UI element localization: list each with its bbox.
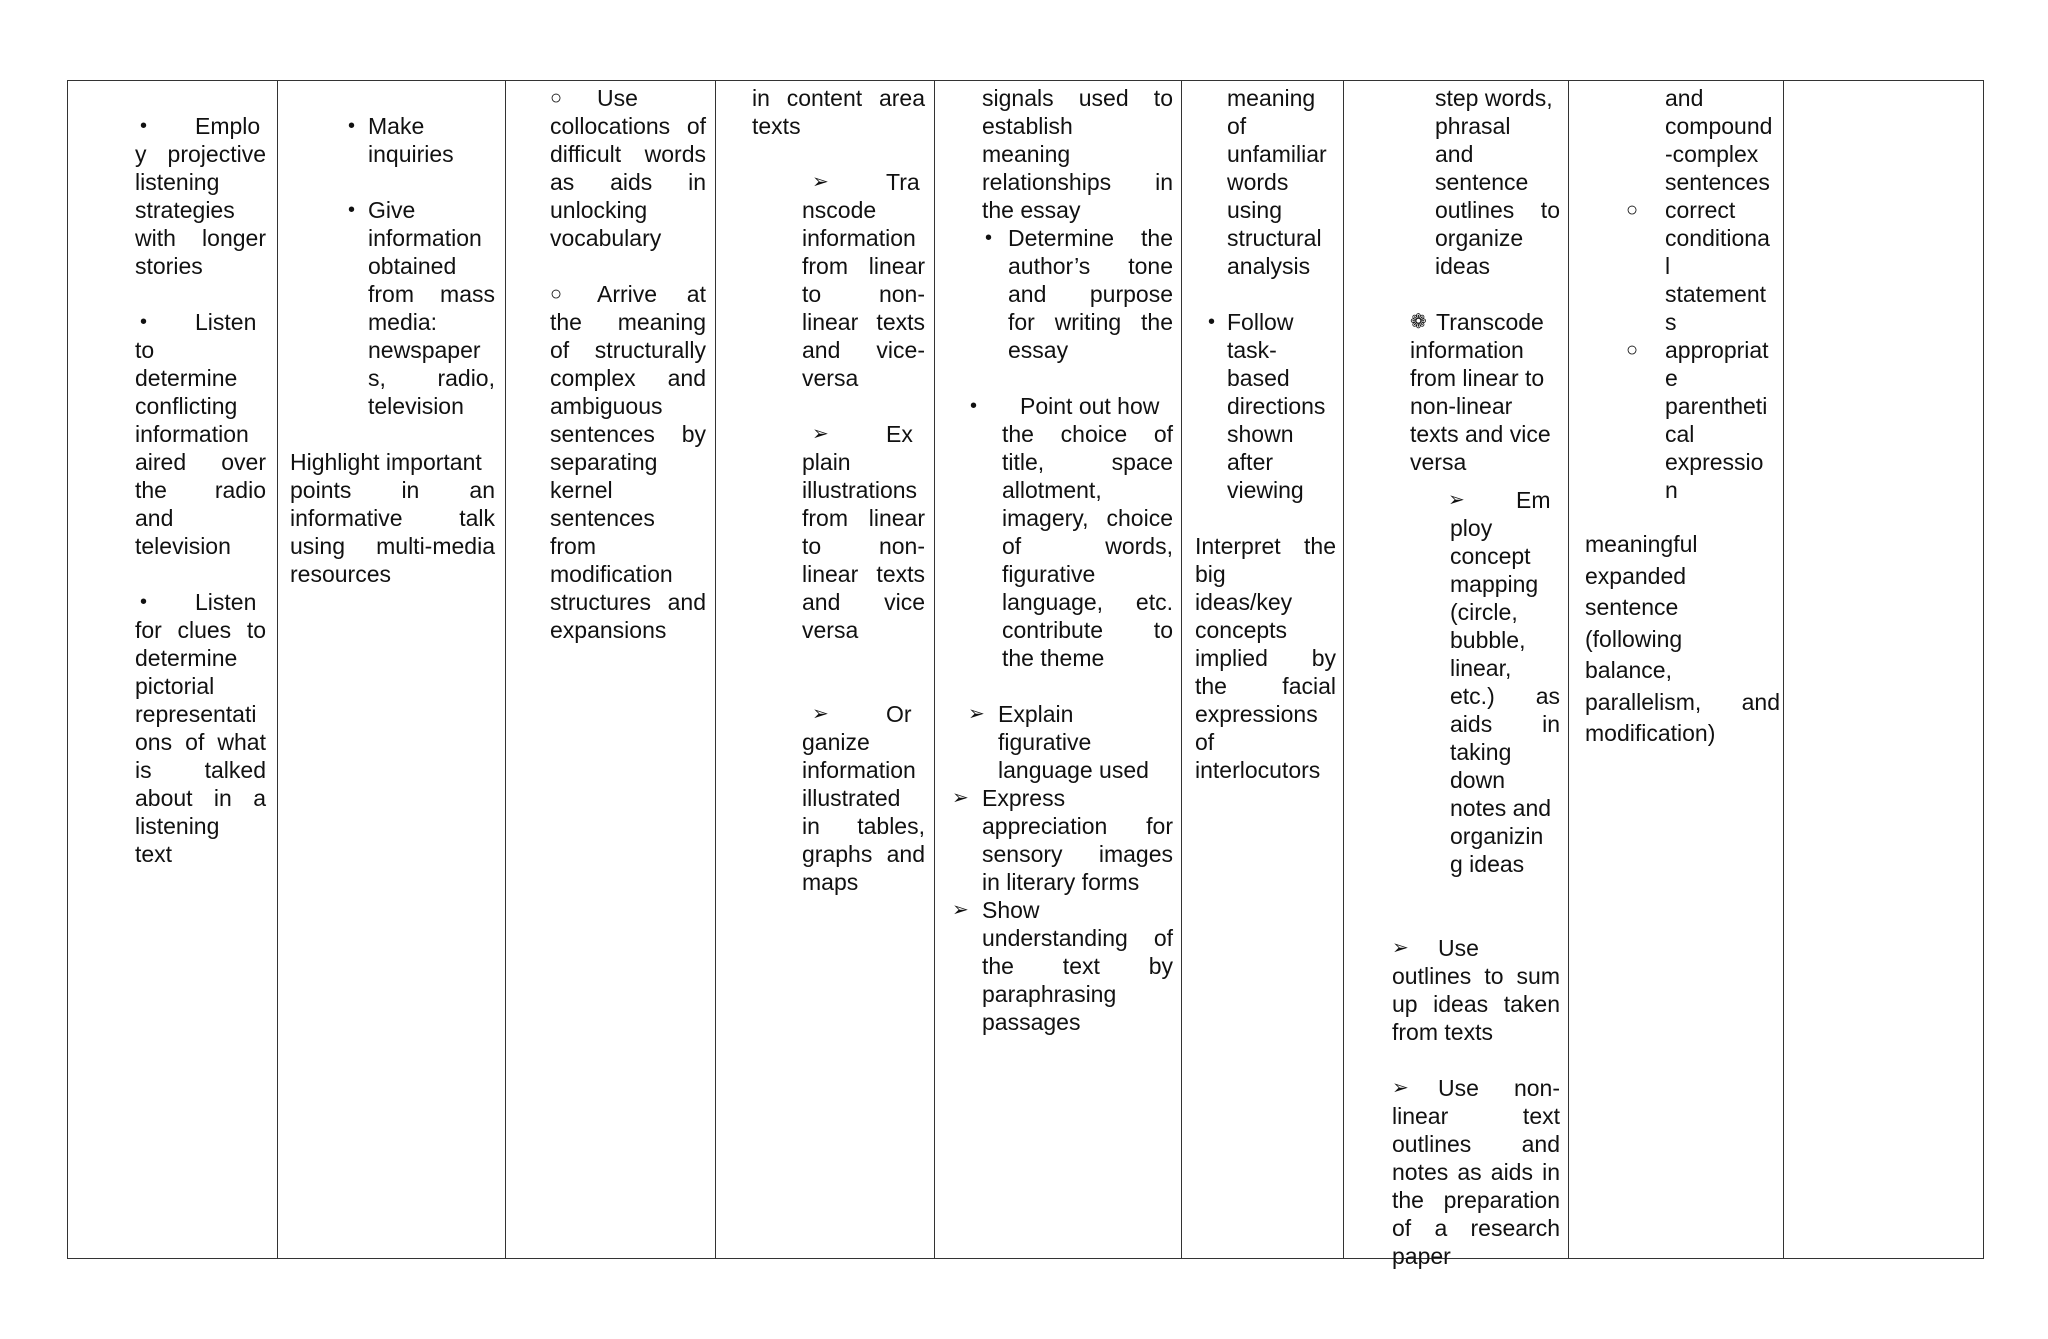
text-line: balance,	[1585, 657, 1672, 683]
text-line: ambiguous	[550, 393, 663, 419]
column-divider	[1568, 81, 1569, 1258]
arrow-bullet-icon: ➢	[952, 899, 969, 921]
text-line: Explain	[998, 701, 1074, 727]
text-line: concept	[1450, 543, 1531, 569]
text-line: Listen	[195, 309, 257, 335]
text-line: and vice	[802, 589, 925, 615]
text-line: of	[1227, 113, 1247, 139]
text-line: (following	[1585, 625, 1683, 652]
text-line: strategies	[135, 197, 235, 223]
arrow-bullet-icon: ➢	[1392, 1077, 1409, 1099]
text-line: step words,	[1435, 85, 1553, 111]
text-line: sentences	[550, 505, 655, 531]
text-line: bubble,	[1450, 627, 1526, 653]
text-line: parentheti	[1665, 393, 1768, 419]
text-line: information	[802, 225, 916, 251]
text-line: is talked	[135, 757, 266, 783]
text-line: etc.) as	[1450, 683, 1560, 709]
text-line: directions	[1227, 393, 1326, 419]
text-line: structural	[1227, 225, 1322, 251]
text-line: Use non-	[1438, 1075, 1560, 1101]
text-line: listening	[135, 169, 220, 195]
column-divider	[1181, 81, 1182, 1258]
text-line: the choice of	[1002, 421, 1173, 447]
text-line: about in a	[135, 785, 266, 811]
arrow-bullet-icon: ➢	[812, 423, 829, 445]
text-line: Transcode	[1436, 309, 1544, 335]
text-line: the text by	[982, 953, 1173, 979]
text-line: Highlight important	[290, 449, 482, 475]
text-line: television	[368, 393, 464, 419]
text-line: expressio	[1665, 449, 1764, 475]
text-line: versa	[802, 617, 859, 643]
text-line: appreciation for	[982, 813, 1173, 839]
arrow-bullet-icon: ➢	[812, 171, 829, 193]
text-line: words	[1227, 169, 1289, 195]
text-line: versa	[1410, 449, 1467, 475]
text-line: vocabulary	[550, 225, 662, 251]
text-line: sentence	[1435, 169, 1529, 195]
text-line: meaning	[1227, 85, 1316, 111]
text-line: information	[135, 421, 249, 447]
text-line: conflicting	[135, 393, 238, 419]
text-line: cal	[1665, 421, 1695, 447]
text-line: conditiona	[1665, 225, 1770, 251]
text-line: s	[1665, 309, 1677, 335]
text-line: signals used to	[982, 85, 1173, 111]
text-line: organizin	[1450, 823, 1544, 849]
text-line: modification)	[1585, 720, 1716, 746]
text-line: concepts	[1195, 617, 1288, 643]
text-line: sentences	[1665, 169, 1770, 195]
text-line: y projective	[135, 141, 266, 167]
text-line: outlines and	[1392, 1131, 1560, 1157]
text-line: up ideas taken	[1392, 991, 1560, 1017]
text-line: stories	[135, 253, 203, 279]
text-line: Show	[982, 897, 1040, 923]
text-line: Use	[597, 85, 638, 111]
text-line: the essay	[982, 197, 1081, 223]
text-line: pictorial	[135, 673, 215, 699]
text-line: imagery, choice	[1002, 505, 1173, 531]
text-line: and	[135, 505, 174, 531]
text-line: Follow	[1227, 309, 1294, 335]
arrow-bullet-icon: ➢	[1392, 937, 1409, 959]
bullet-icon: •	[985, 227, 993, 249]
text-line: passages	[982, 1009, 1081, 1035]
column-divider	[505, 81, 506, 1258]
arrow-bullet-icon: ➢	[968, 703, 985, 725]
text-line: obtained	[368, 253, 457, 279]
circle-bullet-icon: ○	[1626, 199, 1639, 221]
text-line: listening	[135, 813, 220, 839]
text-line: points in an	[290, 477, 495, 503]
text-line: aired over	[135, 449, 266, 475]
text-line: Give	[368, 197, 416, 223]
text-line: newspaper	[368, 337, 481, 363]
text-line: and vice-	[802, 337, 925, 363]
text-line: from texts	[1392, 1019, 1493, 1045]
text-line: sensory images	[982, 841, 1173, 867]
text-line: using	[1227, 197, 1282, 223]
text-line: graphs and	[802, 841, 925, 867]
text-line: meaning	[982, 141, 1071, 167]
column-divider	[1343, 81, 1344, 1258]
text-line: organize	[1435, 225, 1524, 251]
text-line: correct	[1665, 197, 1736, 223]
text-line: modification	[550, 561, 673, 587]
text-line: (circle,	[1450, 599, 1518, 625]
text-line: and	[1435, 141, 1474, 167]
text-line: inquiries	[368, 141, 454, 167]
text-line: linear text	[1392, 1103, 1560, 1129]
bullet-icon: •	[140, 591, 148, 613]
text-line: kernel	[550, 477, 613, 503]
column-divider	[277, 81, 278, 1258]
text-line: informative talk	[290, 505, 495, 531]
arrow-bullet-icon: ➢	[812, 703, 829, 725]
text-line: in content area	[752, 85, 925, 111]
text-line: and purpose	[1008, 281, 1173, 307]
text-line: based	[1227, 365, 1290, 391]
bullet-icon: •	[348, 199, 356, 221]
arrow-bullet-icon: ➢	[1448, 489, 1465, 511]
text-line: task-	[1227, 337, 1277, 363]
text-line: ganize	[802, 729, 870, 755]
text-line: unfamiliar	[1227, 141, 1327, 167]
text-line: l	[1665, 253, 1671, 279]
text-line: expressions	[1195, 701, 1318, 727]
text-line: for clues to	[135, 617, 266, 643]
text-line: the theme	[1002, 645, 1105, 671]
text-line: statement	[1665, 281, 1766, 307]
text-line: relationships in	[982, 169, 1173, 195]
text-line: language used	[998, 757, 1149, 783]
column-divider	[1783, 81, 1784, 1258]
text-line: from	[550, 533, 596, 559]
text-line: meaningful	[1585, 531, 1698, 557]
bullet-icon: •	[140, 115, 148, 137]
text-line: versa	[802, 365, 859, 391]
text-line: expanded	[1585, 562, 1687, 589]
text-line: collocations of	[550, 113, 706, 139]
text-line: illustrations	[802, 477, 918, 503]
text-line: ploy	[1450, 515, 1493, 541]
text-line: sentence	[1585, 594, 1679, 620]
text-line: mapping	[1450, 571, 1539, 597]
text-line: -complex	[1665, 141, 1759, 167]
text-line: the radio	[135, 477, 266, 503]
text-line: outlines to sum	[1392, 963, 1560, 989]
text-line: structures and	[550, 589, 706, 615]
text-line: s, radio,	[368, 365, 495, 391]
text-line: text	[135, 841, 173, 867]
text-line: linear,	[1450, 655, 1512, 681]
text-line: Make	[368, 113, 425, 139]
text-line: as aids in	[550, 169, 706, 195]
text-line: information	[1410, 337, 1524, 363]
text-line: interlocutors	[1195, 757, 1321, 783]
text-line: the preparation	[1392, 1187, 1560, 1213]
text-line: phrasal	[1435, 113, 1511, 139]
text-line: title, space	[1002, 449, 1173, 475]
text-line: understanding of	[982, 925, 1173, 951]
text-line: the meaning	[550, 309, 706, 335]
circle-bullet-icon: ○	[550, 87, 563, 109]
text-line: maps	[802, 869, 859, 895]
text-line: taking	[1450, 739, 1512, 765]
text-line: Emplo	[195, 113, 261, 139]
text-line: from linear	[802, 253, 925, 279]
text-line: from mass	[368, 281, 495, 307]
text-line: implied by	[1195, 645, 1336, 671]
text-line: notes and	[1450, 795, 1552, 821]
text-line: the facial	[1195, 673, 1336, 699]
text-line: of	[1195, 729, 1215, 755]
text-line: Use	[1438, 935, 1479, 961]
text-line: e	[1665, 365, 1678, 391]
text-line: big	[1195, 561, 1226, 587]
text-line: to non-	[802, 533, 925, 559]
text-line: ideas/key	[1195, 589, 1293, 615]
text-line: compound	[1665, 113, 1773, 139]
text-line: Interpret the	[1195, 533, 1336, 559]
text-line: of words,	[1002, 533, 1173, 559]
text-line: establish	[982, 113, 1073, 139]
text-line: Point out how	[1020, 393, 1160, 419]
text-line: determine	[135, 365, 238, 391]
text-line: author’s tone	[1008, 253, 1173, 279]
text-line: resources	[290, 561, 391, 587]
text-line: determine	[135, 645, 238, 671]
text-line: difficult words	[550, 141, 706, 167]
text-line: linear texts	[802, 309, 925, 335]
text-line: analysis	[1227, 253, 1311, 279]
text-line: information	[368, 225, 482, 251]
text-line: from linear to	[1410, 365, 1545, 391]
flower-bullet-icon: ❁	[1410, 311, 1427, 333]
text-line: figurative	[998, 729, 1092, 755]
text-line: Tra	[886, 169, 920, 195]
text-line: allotment,	[1002, 477, 1102, 503]
text-line: contribute to	[1002, 617, 1173, 643]
text-line: of a research	[1392, 1215, 1560, 1241]
text-line: in tables,	[802, 813, 925, 839]
text-line: expansions	[550, 617, 667, 643]
text-line: notes as aids in	[1392, 1159, 1560, 1185]
column-divider	[715, 81, 716, 1258]
text-line: television	[135, 533, 231, 559]
text-line: in literary forms	[982, 869, 1140, 895]
text-line: of structurally	[550, 337, 706, 363]
text-line: parallelism, and	[1585, 688, 1780, 715]
text-line: separating	[550, 449, 658, 475]
text-line: ideas	[1435, 253, 1490, 279]
text-line: with longer	[135, 225, 266, 251]
text-line: illustrated	[802, 785, 901, 811]
text-line: complex and	[550, 365, 706, 391]
text-line: ons of what	[135, 729, 266, 755]
text-line: linear texts	[802, 561, 925, 587]
text-line: n	[1665, 477, 1678, 503]
text-line: shown	[1227, 421, 1294, 447]
text-line: Ex	[886, 421, 913, 447]
text-line: appropriat	[1665, 337, 1769, 363]
text-line: media:	[368, 309, 438, 335]
text-line: outlines to	[1435, 197, 1560, 223]
text-line: paraphrasing	[982, 981, 1117, 1007]
text-line: g ideas	[1450, 851, 1525, 877]
circle-bullet-icon: ○	[1626, 339, 1639, 361]
text-line: paper	[1392, 1243, 1451, 1269]
text-line: viewing	[1227, 477, 1304, 503]
text-line: Or	[886, 701, 912, 727]
bullet-icon: •	[970, 395, 978, 417]
text-line: down	[1450, 767, 1505, 793]
text-line: texts and vice	[1410, 421, 1551, 447]
bullet-icon: •	[140, 311, 148, 333]
text-line: aids in	[1450, 711, 1560, 737]
text-line: unlocking	[550, 197, 648, 223]
text-line: Listen	[195, 589, 257, 615]
text-line: Em	[1516, 487, 1551, 513]
text-line: figurative	[1002, 561, 1096, 587]
column-divider	[934, 81, 935, 1258]
text-line: Express	[982, 785, 1066, 811]
text-line: nscode	[802, 197, 877, 223]
arrow-bullet-icon: ➢	[952, 787, 969, 809]
text-line: Determine the	[1008, 225, 1173, 251]
text-line: sentences by	[550, 421, 706, 447]
bullet-icon: •	[348, 115, 356, 137]
text-line: using multi-media	[290, 533, 495, 559]
text-line: plain	[802, 449, 851, 475]
text-line: and	[1665, 85, 1704, 111]
text-line: information	[802, 757, 916, 783]
bullet-icon: •	[1208, 311, 1216, 333]
circle-bullet-icon: ○	[550, 283, 563, 305]
text-line: language, etc.	[1002, 589, 1173, 615]
text-line: for writing the	[1008, 309, 1173, 335]
text-line: from linear	[802, 505, 925, 531]
text-line: essay	[1008, 337, 1069, 363]
text-line: representati	[135, 701, 257, 727]
text-line: to non-	[802, 281, 925, 307]
text-line: after	[1227, 449, 1274, 475]
text-line: texts	[752, 113, 801, 139]
text-line: to	[135, 337, 155, 363]
text-line: non-linear	[1410, 393, 1513, 419]
text-line: Arrive at	[597, 281, 706, 307]
